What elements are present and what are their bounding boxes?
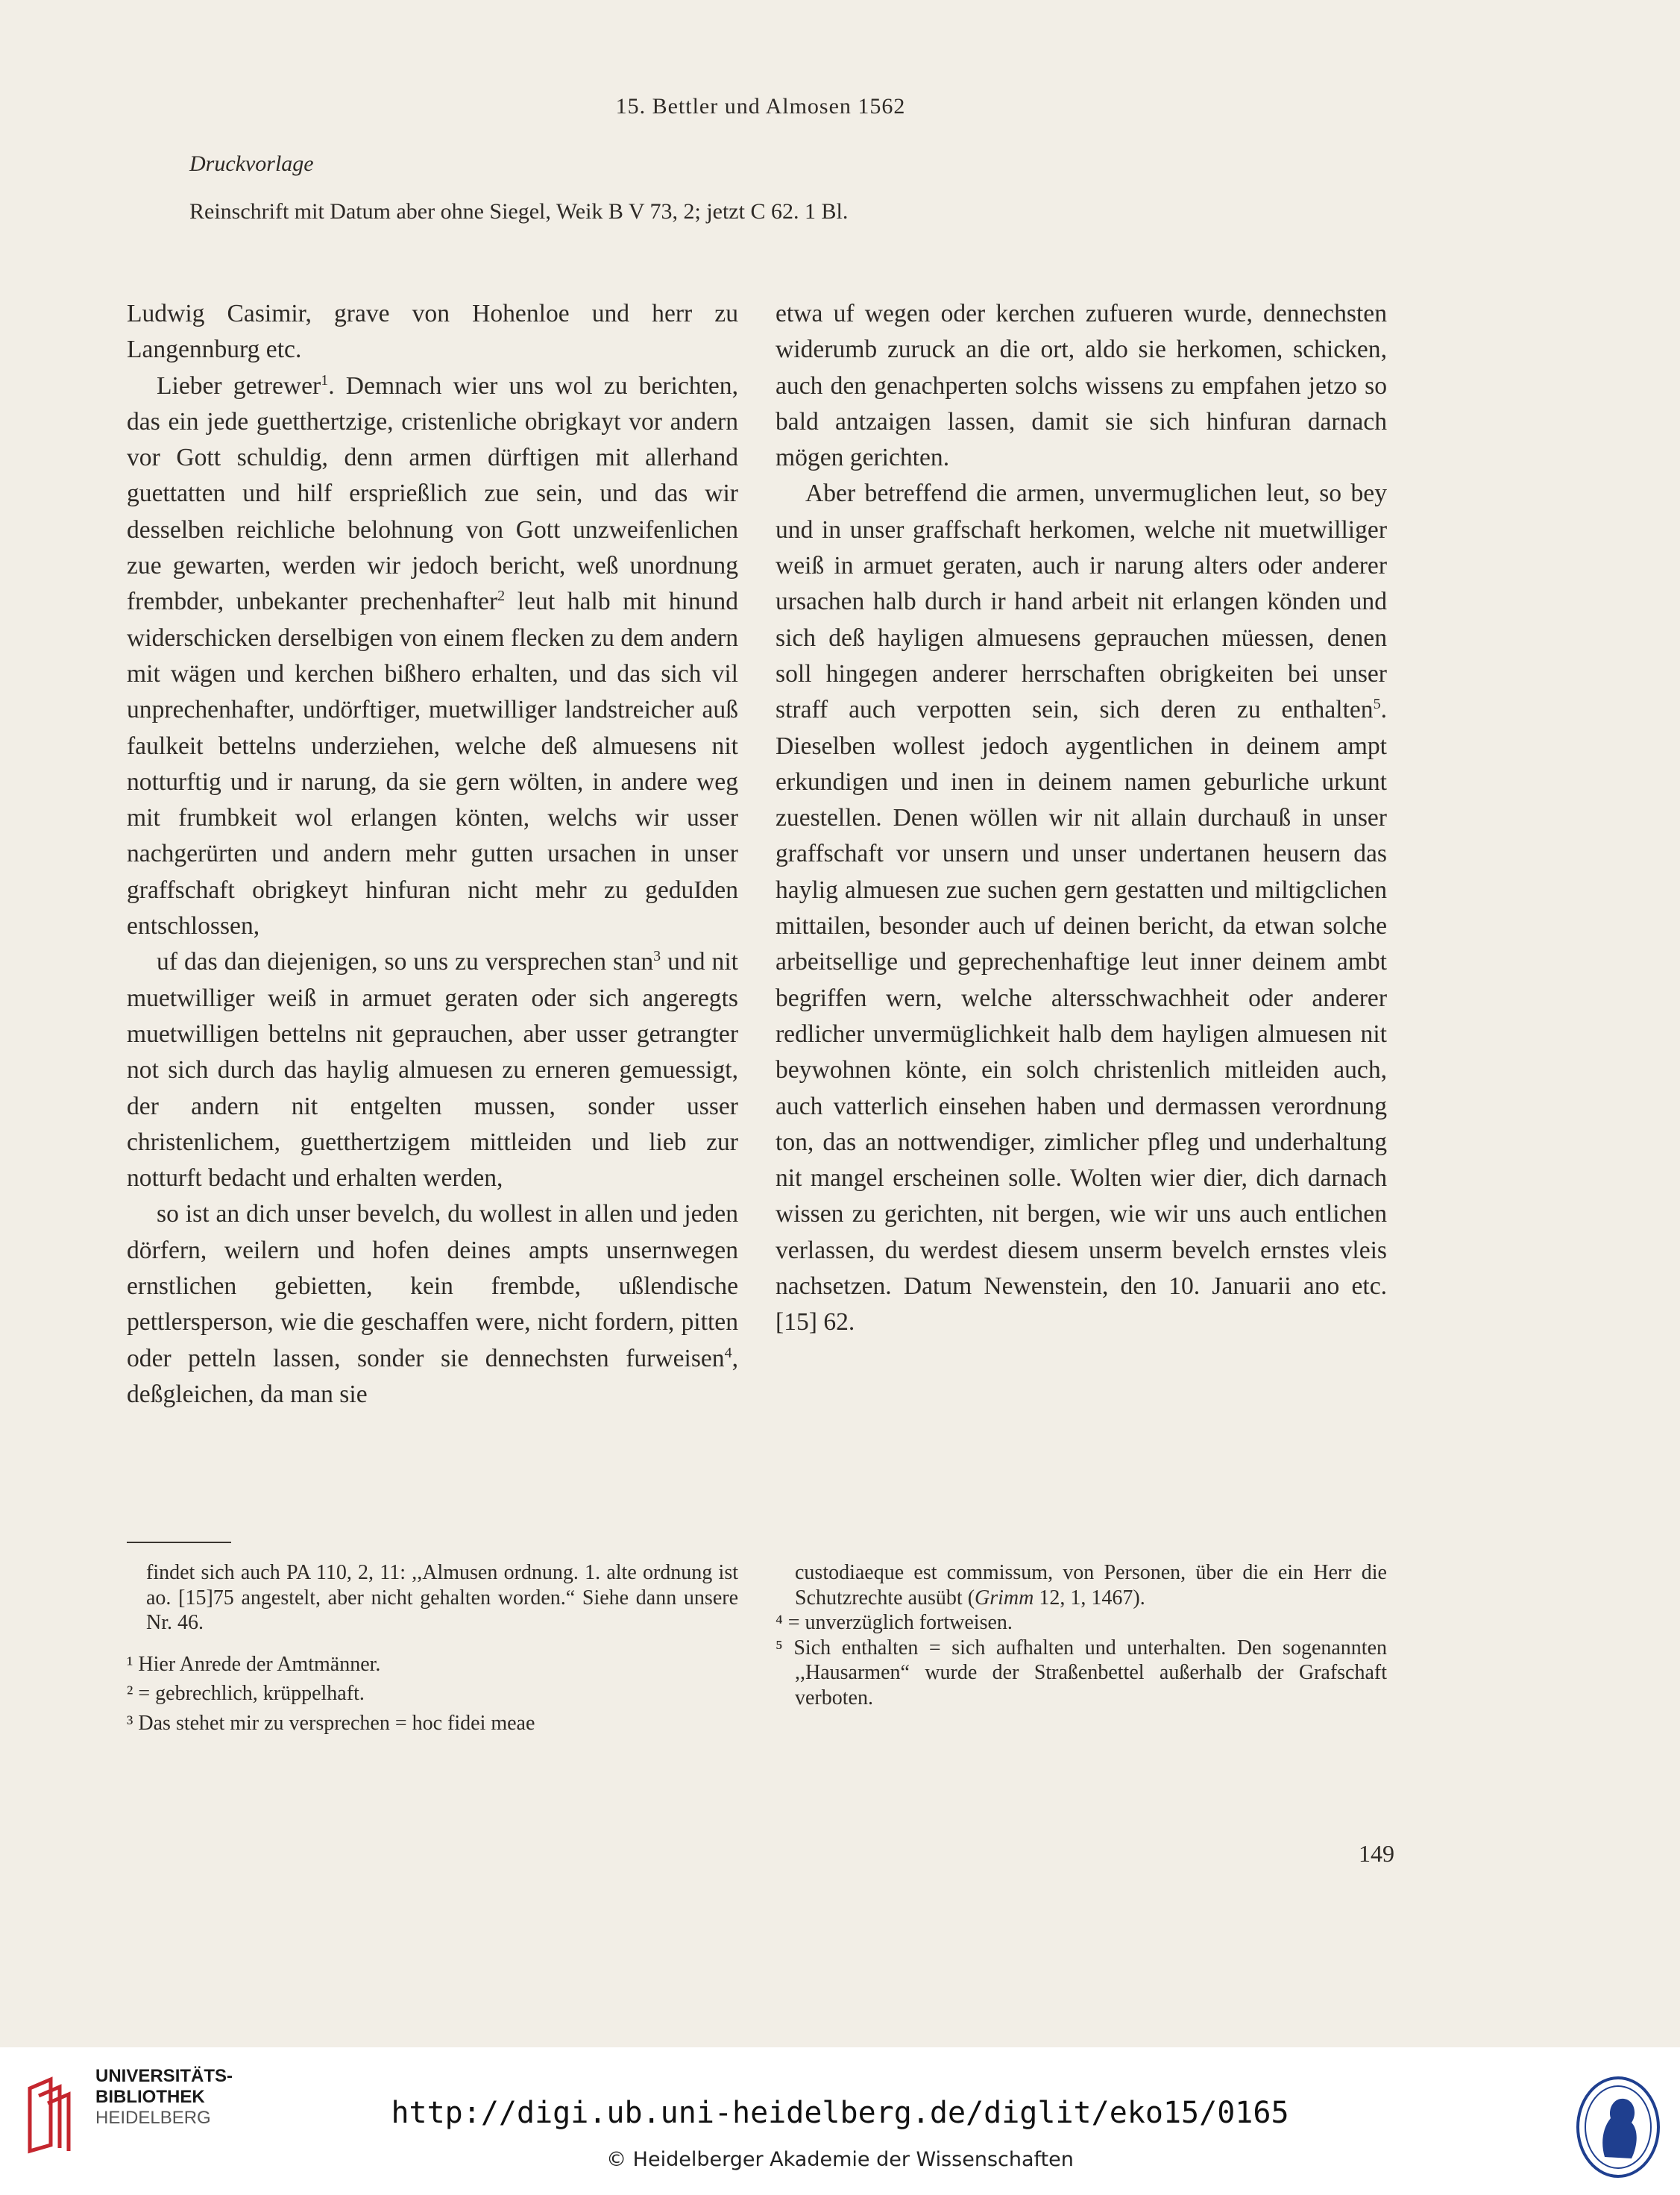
footnote-4: ⁴ = unverzüglich fortweisen. xyxy=(775,1611,1013,1634)
source-label: Druckvorlage xyxy=(189,151,314,176)
footnote-marker: 2 xyxy=(497,588,506,605)
footnote-marker: 4 xyxy=(724,1344,732,1361)
academy-seal-icon xyxy=(1575,2075,1661,2179)
footnote-marker: 3 xyxy=(653,948,661,965)
body-column-left xyxy=(127,296,738,1413)
footnote-1: ¹ Hier Anrede der Amtmänner. xyxy=(127,1652,381,1676)
copyright-notice: © Heidelberger Akademie der Wissenschaften xyxy=(606,2148,1074,2171)
source-description: Reinschrift mit Datum aber ohne Siegel, Weik B V 73, 2; jetzt C 62. 1 Bl. xyxy=(189,199,849,224)
footnote-3-continuation: custodiaeque est commissum, von Personen, über die ein Herr die Schutzrechte ausübt (Grimm 12, 1, 1467). xyxy=(795,1561,1387,1610)
body-paragraph: Lieber getrewer$^1$. Demnach wier uns wol zu berichten, das ein jede guetthertzige, cristenliche obrigkayt vor andern vor Gott schuldig, denn armen dürftigen mit allerhand guettatten und hilf ersprießlich zue sein, und das wir desselben reichliche belohnung von Gott unzweifenlichen zue gewarten, werden wir jedoch bericht, weß unordnung frembder, unbekanter prechenhafter$^2$ leut halb mit hinund widerschicken derselbigen von einem flecken zu dem andern mit wägen und kerchen bißhero erhalten, und das sich vil unprechenhafter, undörftiger, muetwilliger landstreicher auß faulkeit bettelns underziehen, welche deß almuesens nit notturftig und ir narung, da sie gern wölten, in andere weg mit frumbkeit wol erlangen könten, welchs wir usser nachgerürten und andern mehr gutten ursachen in unser graffschaft obrigkeyt hinfuran nicht mehr zu geduIden entschlossen, xyxy=(127,371,738,941)
footnote-intro: findet sich auch PA 110, 2, 11: ,,Almusen ordnung. 1. alte ordnung ist ao. [15]75 angestelt, aber nicht gehalten worden.“ Siehe dann unsere Nr. 46. xyxy=(146,1561,738,1634)
body-paragraph: Aber betreffend die armen, unvermuglichen leut, so bey und in unser graffschaft herkomen, welche nit muetwilliger weiß in armuet geraten, auch ir narung alters oder anderer ursachen halb durch ir hand arbeit nit erlangen könden und sich deß hayligen almuesens geprauchen müessen, denen soll hingegen anderer herrschaften obrigkeiten bei unser straff auch verpotten sein, sich deren zu enthalten$^5$. Dieselben wollest jedoch aygentlichen in deinem ampt erkundigen und inen in deinem namen geburliche urkunt zuestellen. Denen wöllen wir nit allain durchauß in unser graffschaft vor unsern und unser undertanen heusern das haylig almuesen zue suchen gern gestatten und miltigclichen mittailen, besonder auch uf deinen bericht, da etwan solche arbeitsellige und geprechenhaftige leut inner deinem ambt begriffen wern, welche altersschwachheit oder anderer redlicher unvermüglichkeit halb dem hayligen almuesen nit beywohnen könte, ein solch christenlich mitleiden auch, auch vatterlich einsehen haben und dermassen verordnung ton, das an nottwendiger, zimlicher pfleg und underhaltung nit mangel erscheinen solle. Wolten wier dier, dich darnach wissen zu gerichten, nit bergen, wie wir uns auch entlichen verlassen, du werdest diesem unserm bevelch ernstes vleis nachsetzen. Datum Newenstein, den 10. Januarii ano etc. [15] 62. xyxy=(775,480,1387,1337)
footnote-marker: 5 xyxy=(1373,696,1381,713)
salutation-paragraph: Ludwig Casimir, grave von Hohenloe und herr zu Langennburg etc. xyxy=(127,300,738,364)
footnotes-right xyxy=(775,1560,1387,1710)
library-logo-text: UNIVERSITÄTS- BIBLIOTHEK HEIDELBERG xyxy=(95,2066,233,2128)
body-paragraph: etwa uf wegen oder kerchen zufueren wurde, dennechsten widerumb zuruck an die ort, aldo sie herkomen, schicken, auch den genachperten solchs wissens zu empfahen jetzo so bald antzaigen lassen, damit sie sich hinfuran darnach mögen gerichten. xyxy=(775,300,1387,472)
running-head: 15. Bettler und Almosen 1562 xyxy=(615,94,906,119)
footnote-5: ⁵ Sich enthalten = sich aufhalten und unterhalten. Den sogenannten ,,Hausarmen“ wurde der Straßenbettel außerhalb der Grafschaft verboten. xyxy=(775,1636,1388,1709)
footnotes-left xyxy=(127,1560,738,1736)
footnote-2: ² = gebrechlich, krüppelhaft. xyxy=(127,1682,365,1705)
body-paragraph: uf das dan diejenigen, so uns zu versprechen stan$^3$ und nit muetwilliger weiß in armuet geraten oder sich angeregts muetwilligen bettelns nit geprauchen, aber usser getrangter not sich durch das haylig almuesen zu erneren gemuessigt, der andern nit entgelten mussen, sonder usser christenlichem, guetthertzigem mittleiden und lieb zur notturft bedacht und erhalten werden, xyxy=(127,948,739,1193)
body-paragraph: so ist an dich unser bevelch, du wollest in allen und jeden dörfern, weilern und hofen deines ampts unsernwegen ernstlichen gebietten, kein frembde, ußlendische pettlersperson, wie die geschaffen were, nicht fordern, pitten oder petteln lassen, sonder sie dennechsten furweisen$^4$, deßgleichen, da man sie xyxy=(127,1200,738,1408)
footnote-separator xyxy=(127,1542,231,1543)
body-column-right xyxy=(775,296,1387,1341)
page-number: 149 xyxy=(1359,1840,1394,1867)
footnote-marker: 1 xyxy=(321,371,329,389)
permalink-url[interactable]: http://digi.ub.uni-heidelberg.de/diglit/eko15/0165 xyxy=(391,2096,1289,2130)
footnote-3: ³ Das stehet mir zu versprechen = hoc fidei meae xyxy=(127,1711,535,1735)
